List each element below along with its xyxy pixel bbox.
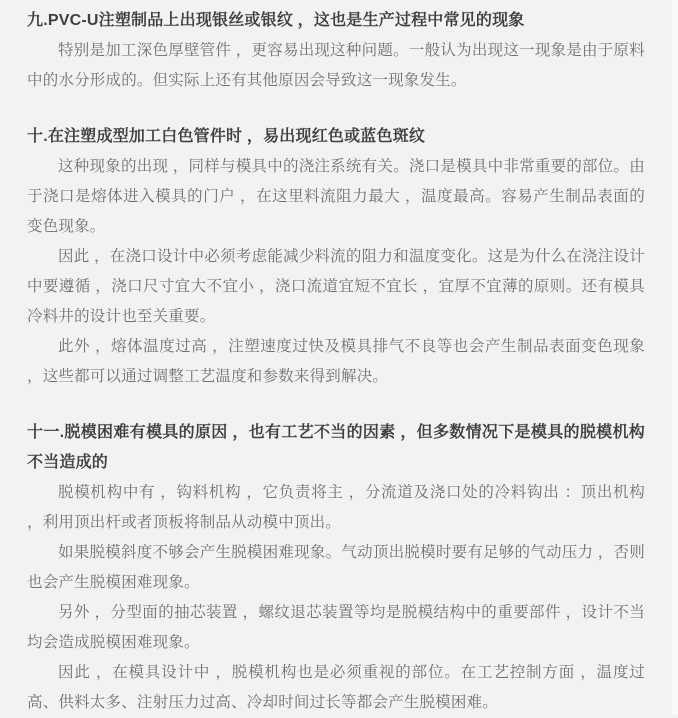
section-11-paragraph-2: 如果脱模斜度不够会产生脱模困难现象。气动顶出脱模时要有足够的气动压力 ，否则也会产生脱模困难现象。 [27, 544, 645, 591]
section-9 [27, 6, 645, 96]
section-10-paragraph-2: 因此 ，在浇口设计中必须考虑能减少料流的阻力和温度变化。这是为什么在浇注设计中要遵循 ，浇口尺寸宜大不宜小 ，浇口流道宜短不宜长 ，宜厚不宜薄的原则。还有模具冷料井的设计也至关重要。 [27, 248, 645, 325]
section-11-paragraph-3: 另外 ，分型面的抽芯装置 ，螺纹退芯装置等均是脱模结构中的重要部件 ，设计不当均会造成脱模困难现象。 [27, 604, 645, 651]
page-right-edge-strip [672, 0, 678, 714]
section-11-heading: 十一.脱模困难有模具的原因 ，也有工艺不当的因素 ，但多数情况下是模具的脱模机构不当造成的 [27, 424, 645, 471]
section-10-heading: 十.在注塑成型加工白色管件时 ，易出现红色或蓝色斑纹 [27, 128, 426, 145]
section-10 [27, 122, 645, 392]
section-9-heading: 九.PVC-U注塑制品上出现银丝或银纹 ，这也是生产过程中常见的现象 [27, 12, 525, 29]
section-9-paragraph-1: 特别是加工深色厚壁管件 ，更容易出现这种问题。一般认为出现这一现象是由于原料中的水分形成的。但实际上还有其他原因会导致这一现象发生。 [27, 42, 645, 89]
section-10-paragraph-1: 这种现象的出现 ，同样与模具中的浇注系统有关。浇口是模具中非常重要的部位。由于浇口是熔体进入模具的门户 ，在这里料流阻力最大 ，温度最高。容易产生制品表面的变色现象。 [27, 158, 645, 235]
section-10-paragraph-3: 此外 ，熔体温度过高 ，注塑速度过快及模具排气不良等也会产生制品表面变色现象 ，这些都可以通过调整工艺温度和参数来得到解决。 [27, 338, 645, 385]
section-11-paragraph-4: 因此 ，在模具设计中 ，脱模机构也是必须重视的部位。在工艺控制方面 ，温度过高、供料太多、注射压力过高、冷却时间过长等都会产生脱模困难。 [27, 664, 645, 711]
section-11 [27, 418, 645, 718]
section-11-paragraph-1: 脱模机构中有 ，钩料机构 ，它负责将主 ，分流道及浇口处的冷料钩出 ：顶出机构 ，利用顶出杆或者顶板将制品从动模中顶出。 [27, 484, 645, 531]
